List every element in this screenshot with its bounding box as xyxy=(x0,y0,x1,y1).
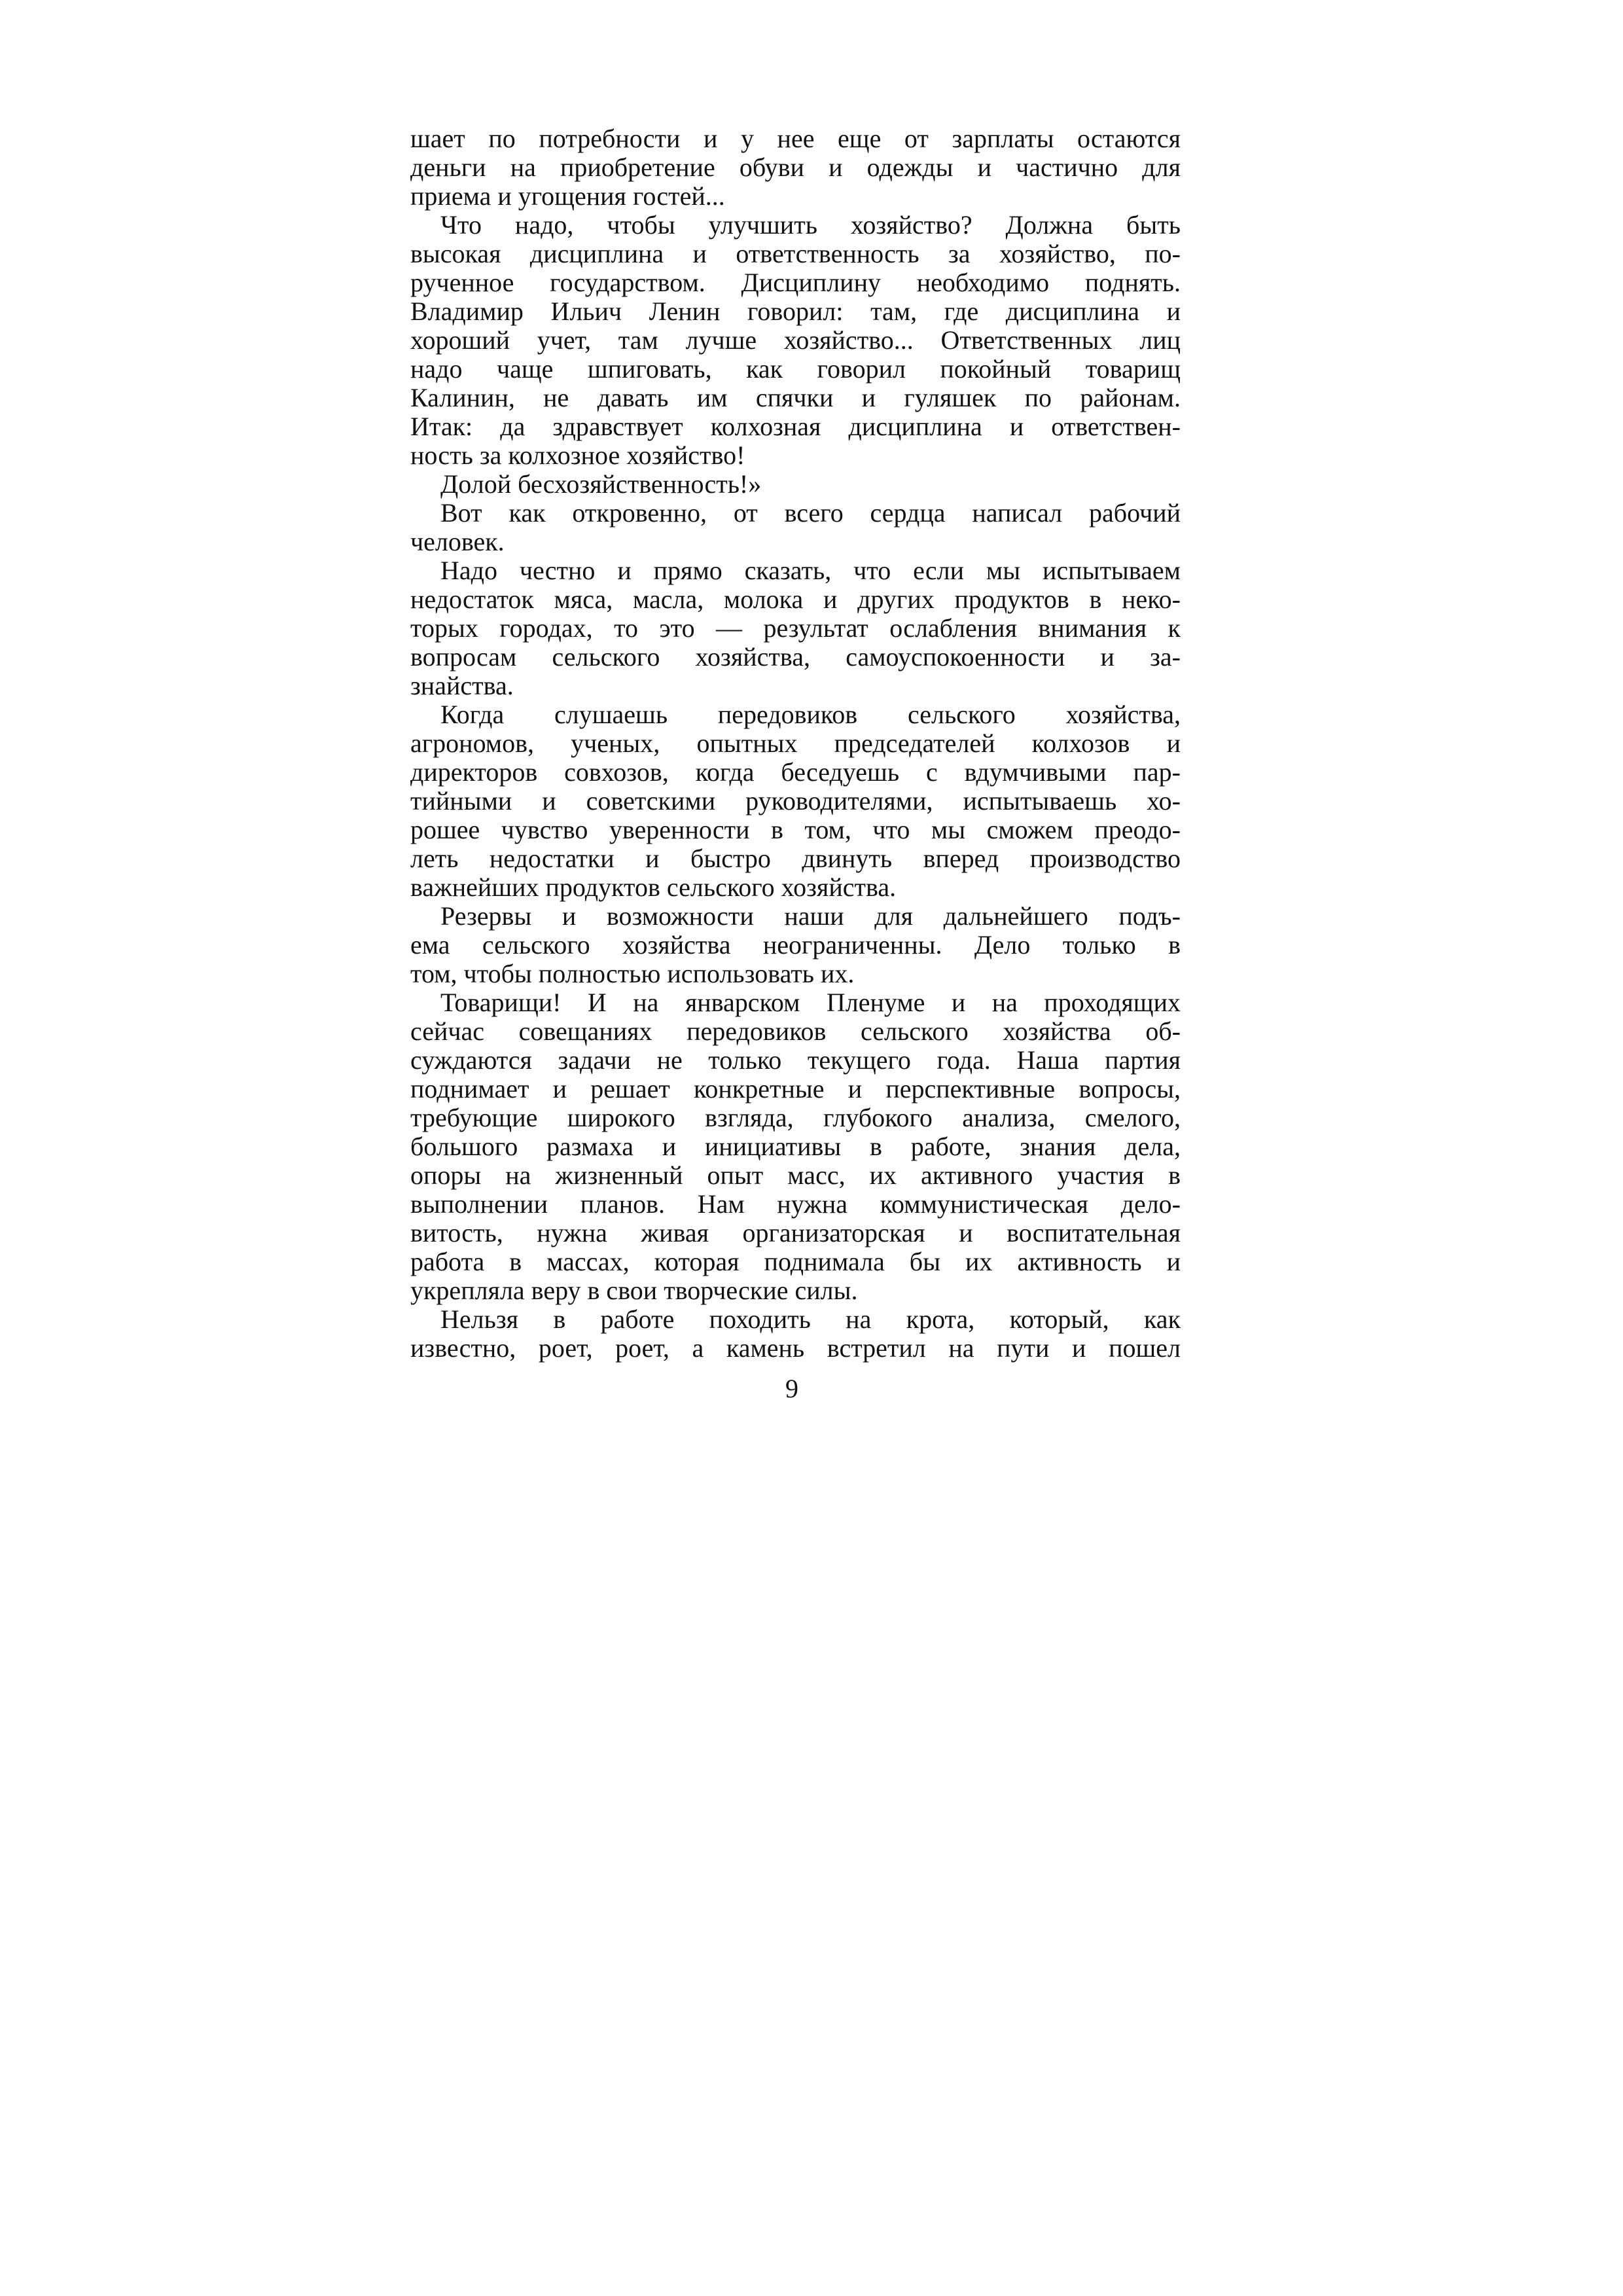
paragraph xyxy=(410,470,1181,499)
text-line: Нельзя в работе походить на крота, который, как xyxy=(440,1304,1181,1334)
text-line: торых городах, то это — результат ослабления внимания к xyxy=(410,613,1181,643)
paragraph xyxy=(410,499,1181,556)
text-line: Калинин, не давать им спячки и гуляшек по районам. xyxy=(410,383,1181,412)
text-line: большого размаха и инициативы в работе, знания дела, xyxy=(410,1132,1181,1161)
text-line: поднимает и решает конкретные и перспективные вопросы, xyxy=(410,1074,1181,1103)
text-line: ема сельского хозяйства неограниченны. Дело только в xyxy=(410,930,1181,960)
text-line: Итак: да здравствует колхозная дисциплина и ответствен- xyxy=(410,412,1181,441)
text-line: вопросам сельского хозяйства, самоуспокоенности и за- xyxy=(410,642,1181,672)
text-line: укрепляла веру в свои творческие силы. xyxy=(410,1276,858,1305)
text-line: известно, роет, роет, а камень встретил на пути и пошел xyxy=(410,1333,1181,1363)
paragraph xyxy=(410,988,1181,1305)
text-line: директоров совхозов, когда беседуешь с вдумчивыми пар- xyxy=(410,757,1181,787)
text-line: Надо честно и прямо сказать, что если мы испытываем xyxy=(440,556,1181,585)
text-line: надо чаще шпиговать, как говорил покойный товарищ xyxy=(410,354,1181,384)
text-line: Что надо, чтобы улучшить хозяйство? Должна быть xyxy=(440,210,1181,240)
text-line: агрономов, ученых, опытных председателей колхозов и xyxy=(410,728,1181,758)
text-line: шает по потребности и у нее еще от зарплаты остаются xyxy=(410,124,1181,153)
text-line: Товарищи! И на январском Пленуме и на проходящих xyxy=(440,988,1181,1017)
text-line: леть недостатки и быстро двинуть вперед производство xyxy=(410,844,1181,873)
text-line: ность за колхозное хозяйство! xyxy=(410,440,745,470)
text-line: знайства. xyxy=(410,671,514,700)
text-line: требующие широкого взгляда, глубокого анализа, смелого, xyxy=(410,1103,1181,1132)
text-line: Вот как откровенно, от всего сердца написал рабочий xyxy=(440,498,1181,528)
paragraph xyxy=(410,556,1181,700)
text-line: сейчас совещаниях передовиков сельского хозяйства об- xyxy=(410,1016,1181,1046)
text-line: выполнении планов. Нам нужна коммунистическая дело- xyxy=(410,1189,1181,1219)
text-line: высокая дисциплина и ответственность за хозяйство, по- xyxy=(410,239,1181,268)
text-line: суждаются задачи не только текущего года. Наша партия xyxy=(410,1045,1181,1075)
paragraph xyxy=(410,124,1181,211)
paragraph xyxy=(410,1305,1181,1363)
text-line: рошее чувство уверенности в том, что мы сможем преодо- xyxy=(410,815,1181,844)
paragraph xyxy=(410,902,1181,988)
paragraph xyxy=(410,700,1181,902)
text-line: приема и угощения гостей... xyxy=(410,181,725,211)
text-line: опоры на жизненный опыт масс, их активного участия в xyxy=(410,1160,1181,1190)
text-line: рученное государством. Дисциплину необходимо поднять. xyxy=(410,268,1181,297)
text-line: тийными и советскими руководителями, испытываешь хо- xyxy=(410,786,1181,816)
paragraph xyxy=(410,211,1181,470)
page-number: 9 xyxy=(785,1374,798,1403)
text-line: человек. xyxy=(410,527,505,556)
text-line: том, чтобы полностью использовать их. xyxy=(410,959,855,988)
text-line: Когда слушаешь передовиков сельского хозяйства, xyxy=(440,700,1181,729)
text-line: Владимир Ильич Ленин говорил: там, где дисциплина и xyxy=(410,296,1181,326)
text-line: недостаток мяса, масла, молока и других продуктов в неко- xyxy=(410,584,1181,614)
text-line: Долой бесхозяйственность!» xyxy=(440,469,762,499)
text-line: важнейших продуктов сельского хозяйства. xyxy=(410,872,897,902)
text-line: деньги на приобретение обуви и одежды и частично для xyxy=(410,152,1181,182)
text-line: Резервы и возможности наши для дальнейшего подъ- xyxy=(440,901,1181,931)
text-line: работа в массах, которая поднимала бы их активность и xyxy=(410,1247,1181,1276)
text-line: хороший учет, там лучше хозяйство... Ответственных лиц xyxy=(410,325,1181,355)
page-body xyxy=(410,124,1181,1363)
text-line: витость, нужна живая организаторская и воспитательная xyxy=(410,1218,1181,1247)
